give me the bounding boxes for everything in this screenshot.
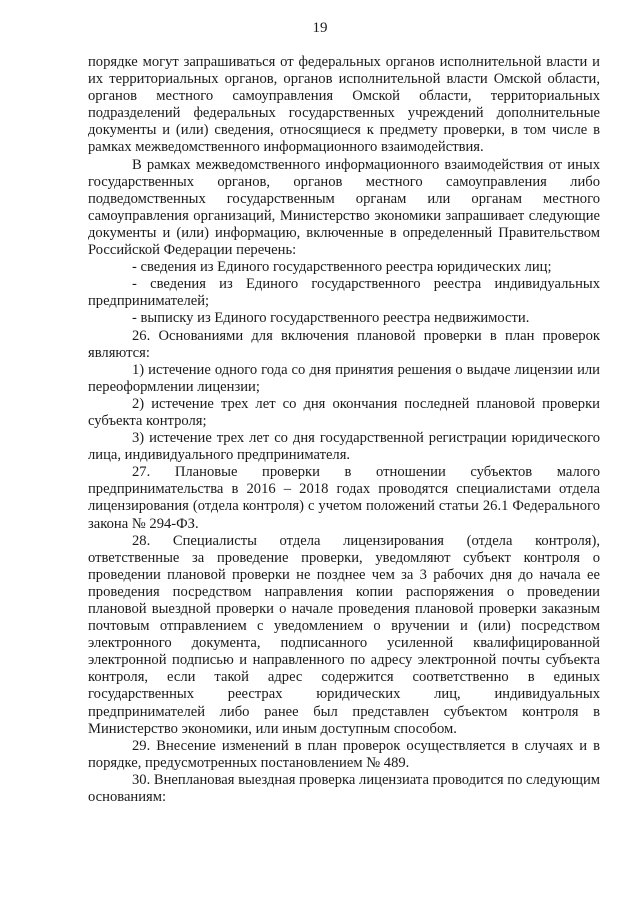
paragraph-12: 29. Внесение изменений в план проверок осуществляется в случаях и в порядке, предусмотренных постановлением № 489. [88,737,600,771]
paragraph-10: 27. Плановые проверки в отношении субъектов малого предпринимательства в 2016 – 2018 годах проводятся специалистами отдела лицензирования (отдела контроля) с учетом положений статьи 26.1 Федерального закона № 294-ФЗ. [88,464,600,532]
paragraph-5: - выписку из Единого государственного реестра недвижимости. [132,310,530,327]
paragraph-8: 2) истечение трех лет со дня окончания последней плановой проверки субъекта контроля; [88,395,600,429]
paragraph-13: 30. Внеплановая выездная проверка лицензиата проводится по следующим основаниям: [88,771,600,806]
paragraph-11: 28. Специалисты отдела лицензирования (отдела контроля), ответственные за проведение проверки, уведомляют субъект контроля о проведении плановой проверки не позднее чем за 3 рабочих дня до начала ее проведения посредством направления копии распоряжения о проведении плановой выездной проверки о начале проведения плановой проверки заказным почтовым отправлением с уведомлением о вручении и (или) посредством электронного документа, подписанного усиленной квалифицированной электронной подписью и направленного по адресу электронной почты субъекта контроля, если такой адрес содержится соответственно в единых государственных реестрах юридических лиц, индивидуальных предпринимателей либо ранее был представлен субъектом контроля в Министерство экономики, или иным доступным способом. [88,532,600,737]
document-body [88,54,600,806]
paragraph-7: 1) истечение одного года со дня принятия решения о выдаче лицензии или переоформлении лицензии; [88,361,600,395]
paragraph-2: В рамках межведомственного информационного взаимодействия от иных государственных органов, органов местного самоуправления либо подведомственных государственным органам или органам местного самоуправления организаций, Министерство экономики запрашивает следующие документы и (или) информацию, включенные в определенный Правительством Российской Федерации перечень: [88,156,600,259]
paragraph-3: - сведения из Единого государственного реестра юридических лиц; [132,259,552,276]
paragraph-4: - сведения из Единого государственного реестра индивидуальных предпринимателей; [88,276,600,310]
page-number: 19 [312,20,328,36]
paragraph-9: 3) истечение трех лет со дня государственной регистрации юридического лица, индивидуального предпринимателя. [88,430,600,464]
paragraph-6: 26. Основаниями для включения плановой проверки в план проверок являются: [88,327,600,361]
paragraph-1: порядке могут запрашиваться от федеральных органов исполнительной власти и их территориальных органов, органов исполнительной власти Омской области, органов местного самоуправления Омской области, территориальных подразделений федеральных государственных учреждений дополнительные документы и (или) сведения, относящиеся к предмету проверки, в том числе в рамках межведомственного информационного взаимодействия. [88,54,600,156]
